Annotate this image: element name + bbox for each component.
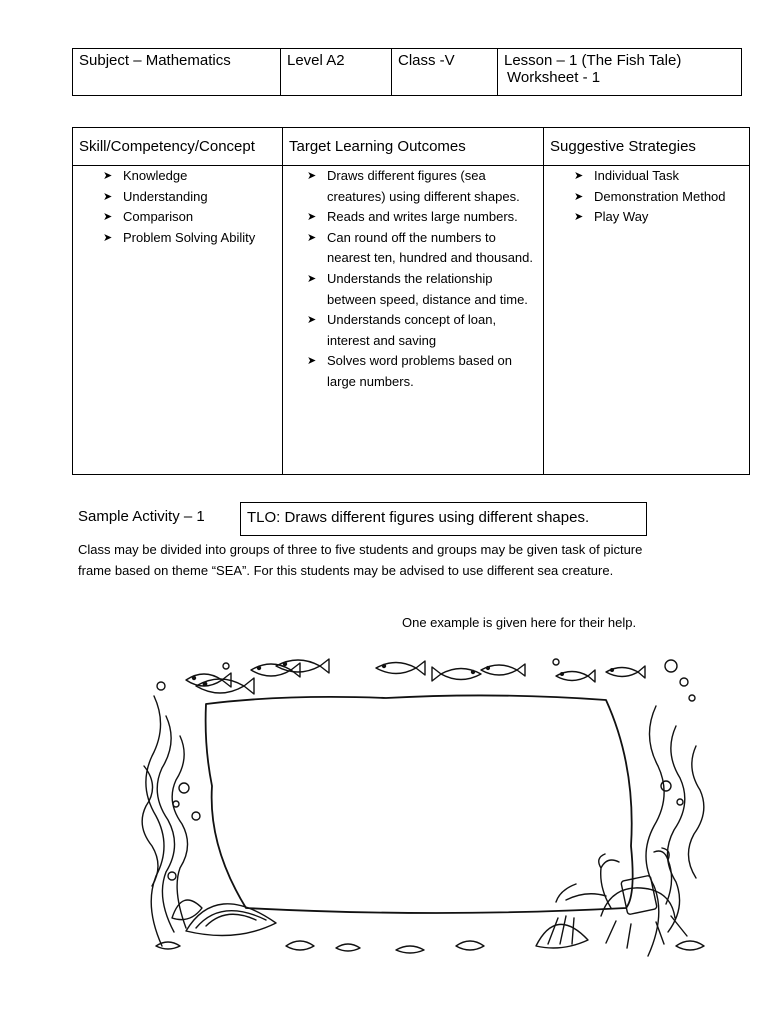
class-text: Class -V xyxy=(398,52,455,69)
list-item: ➤ Individual Task xyxy=(574,166,749,187)
list-item: ➤ Knowledge xyxy=(103,166,282,187)
arrow-bullet-icon: ➤ xyxy=(103,231,113,244)
list-item: ➤ Solves word problems based on large numbers. xyxy=(307,353,512,389)
list-item: ➤ Draws different figures (sea creatures) using different shapes. xyxy=(307,168,520,204)
skill-column-header: Skill/Competency/Concept xyxy=(73,128,283,166)
arrow-bullet-icon: ➤ xyxy=(103,211,113,224)
sample-activity-label: Sample Activity – 1 xyxy=(78,508,205,525)
sea-creatures-picture-frame-icon xyxy=(136,646,716,966)
subject-cell xyxy=(73,49,281,96)
class-cell xyxy=(392,49,498,96)
level-text: Level A2 xyxy=(287,52,345,69)
level-cell xyxy=(281,49,392,96)
strategies-cell xyxy=(544,166,750,475)
fish-icon xyxy=(186,659,645,694)
list-item: ➤ Problem Solving Ability xyxy=(103,228,282,249)
list-item: ➤ Can round off the numbers to nearest ten, hundred and thousand. xyxy=(307,229,533,266)
arrow-bullet-icon: ➤ xyxy=(103,170,113,182)
arrow-bullet-icon: ➤ xyxy=(574,170,584,182)
list-item: ➤ Demonstration Method xyxy=(574,187,749,208)
strategies-list xyxy=(574,166,749,228)
learning-outcomes-table xyxy=(72,127,750,475)
list-item: ➤ Play Way xyxy=(574,207,749,228)
outcomes-list xyxy=(307,166,535,393)
arrow-bullet-icon: ➤ xyxy=(574,190,584,203)
list-item: ➤ Understanding xyxy=(103,187,282,208)
list-item: ➤ Comparison xyxy=(103,207,282,228)
list-item: ➤ Reads and writes large numbers. xyxy=(307,207,535,228)
outcomes-column-header: Target Learning Outcomes xyxy=(283,128,544,166)
arrow-bullet-icon: ➤ xyxy=(307,272,317,285)
arrow-bullet-icon: ➤ xyxy=(307,211,317,224)
arrow-bullet-icon: ➤ xyxy=(103,190,113,203)
subject-text: Subject – Mathematics xyxy=(79,52,231,69)
example-note: One example is given here for their help. xyxy=(402,615,637,630)
skills-cell xyxy=(73,166,283,475)
worksheet-text: Worksheet - 1 xyxy=(507,69,601,86)
list-item: ➤ Understands the relationship between speed, distance and time. xyxy=(307,270,528,307)
activity-description: Class may be divided into groups of three to five students and groups may be given task of picture frame based on theme “SEA”. For this students may be advised to use different sea creature. xyxy=(78,542,643,578)
lesson-cell xyxy=(498,49,742,96)
arrow-bullet-icon: ➤ xyxy=(307,231,317,244)
arrow-bullet-icon: ➤ xyxy=(307,355,317,368)
arrow-bullet-icon: ➤ xyxy=(307,170,317,182)
arrow-bullet-icon: ➤ xyxy=(307,314,317,327)
lesson-text: Lesson – 1 (The Fish Tale) xyxy=(504,52,682,69)
skills-list xyxy=(103,166,282,248)
strategies-column-header: Suggestive Strategies xyxy=(544,128,750,166)
arrow-bullet-icon: ➤ xyxy=(574,211,584,224)
outcomes-cell xyxy=(283,166,544,475)
list-item: ➤ Understands concept of loan, interest and saving xyxy=(307,312,497,348)
lesson-header-table xyxy=(72,48,742,96)
tlo-box: TLO: Draws different figures using different shapes. xyxy=(240,502,647,536)
